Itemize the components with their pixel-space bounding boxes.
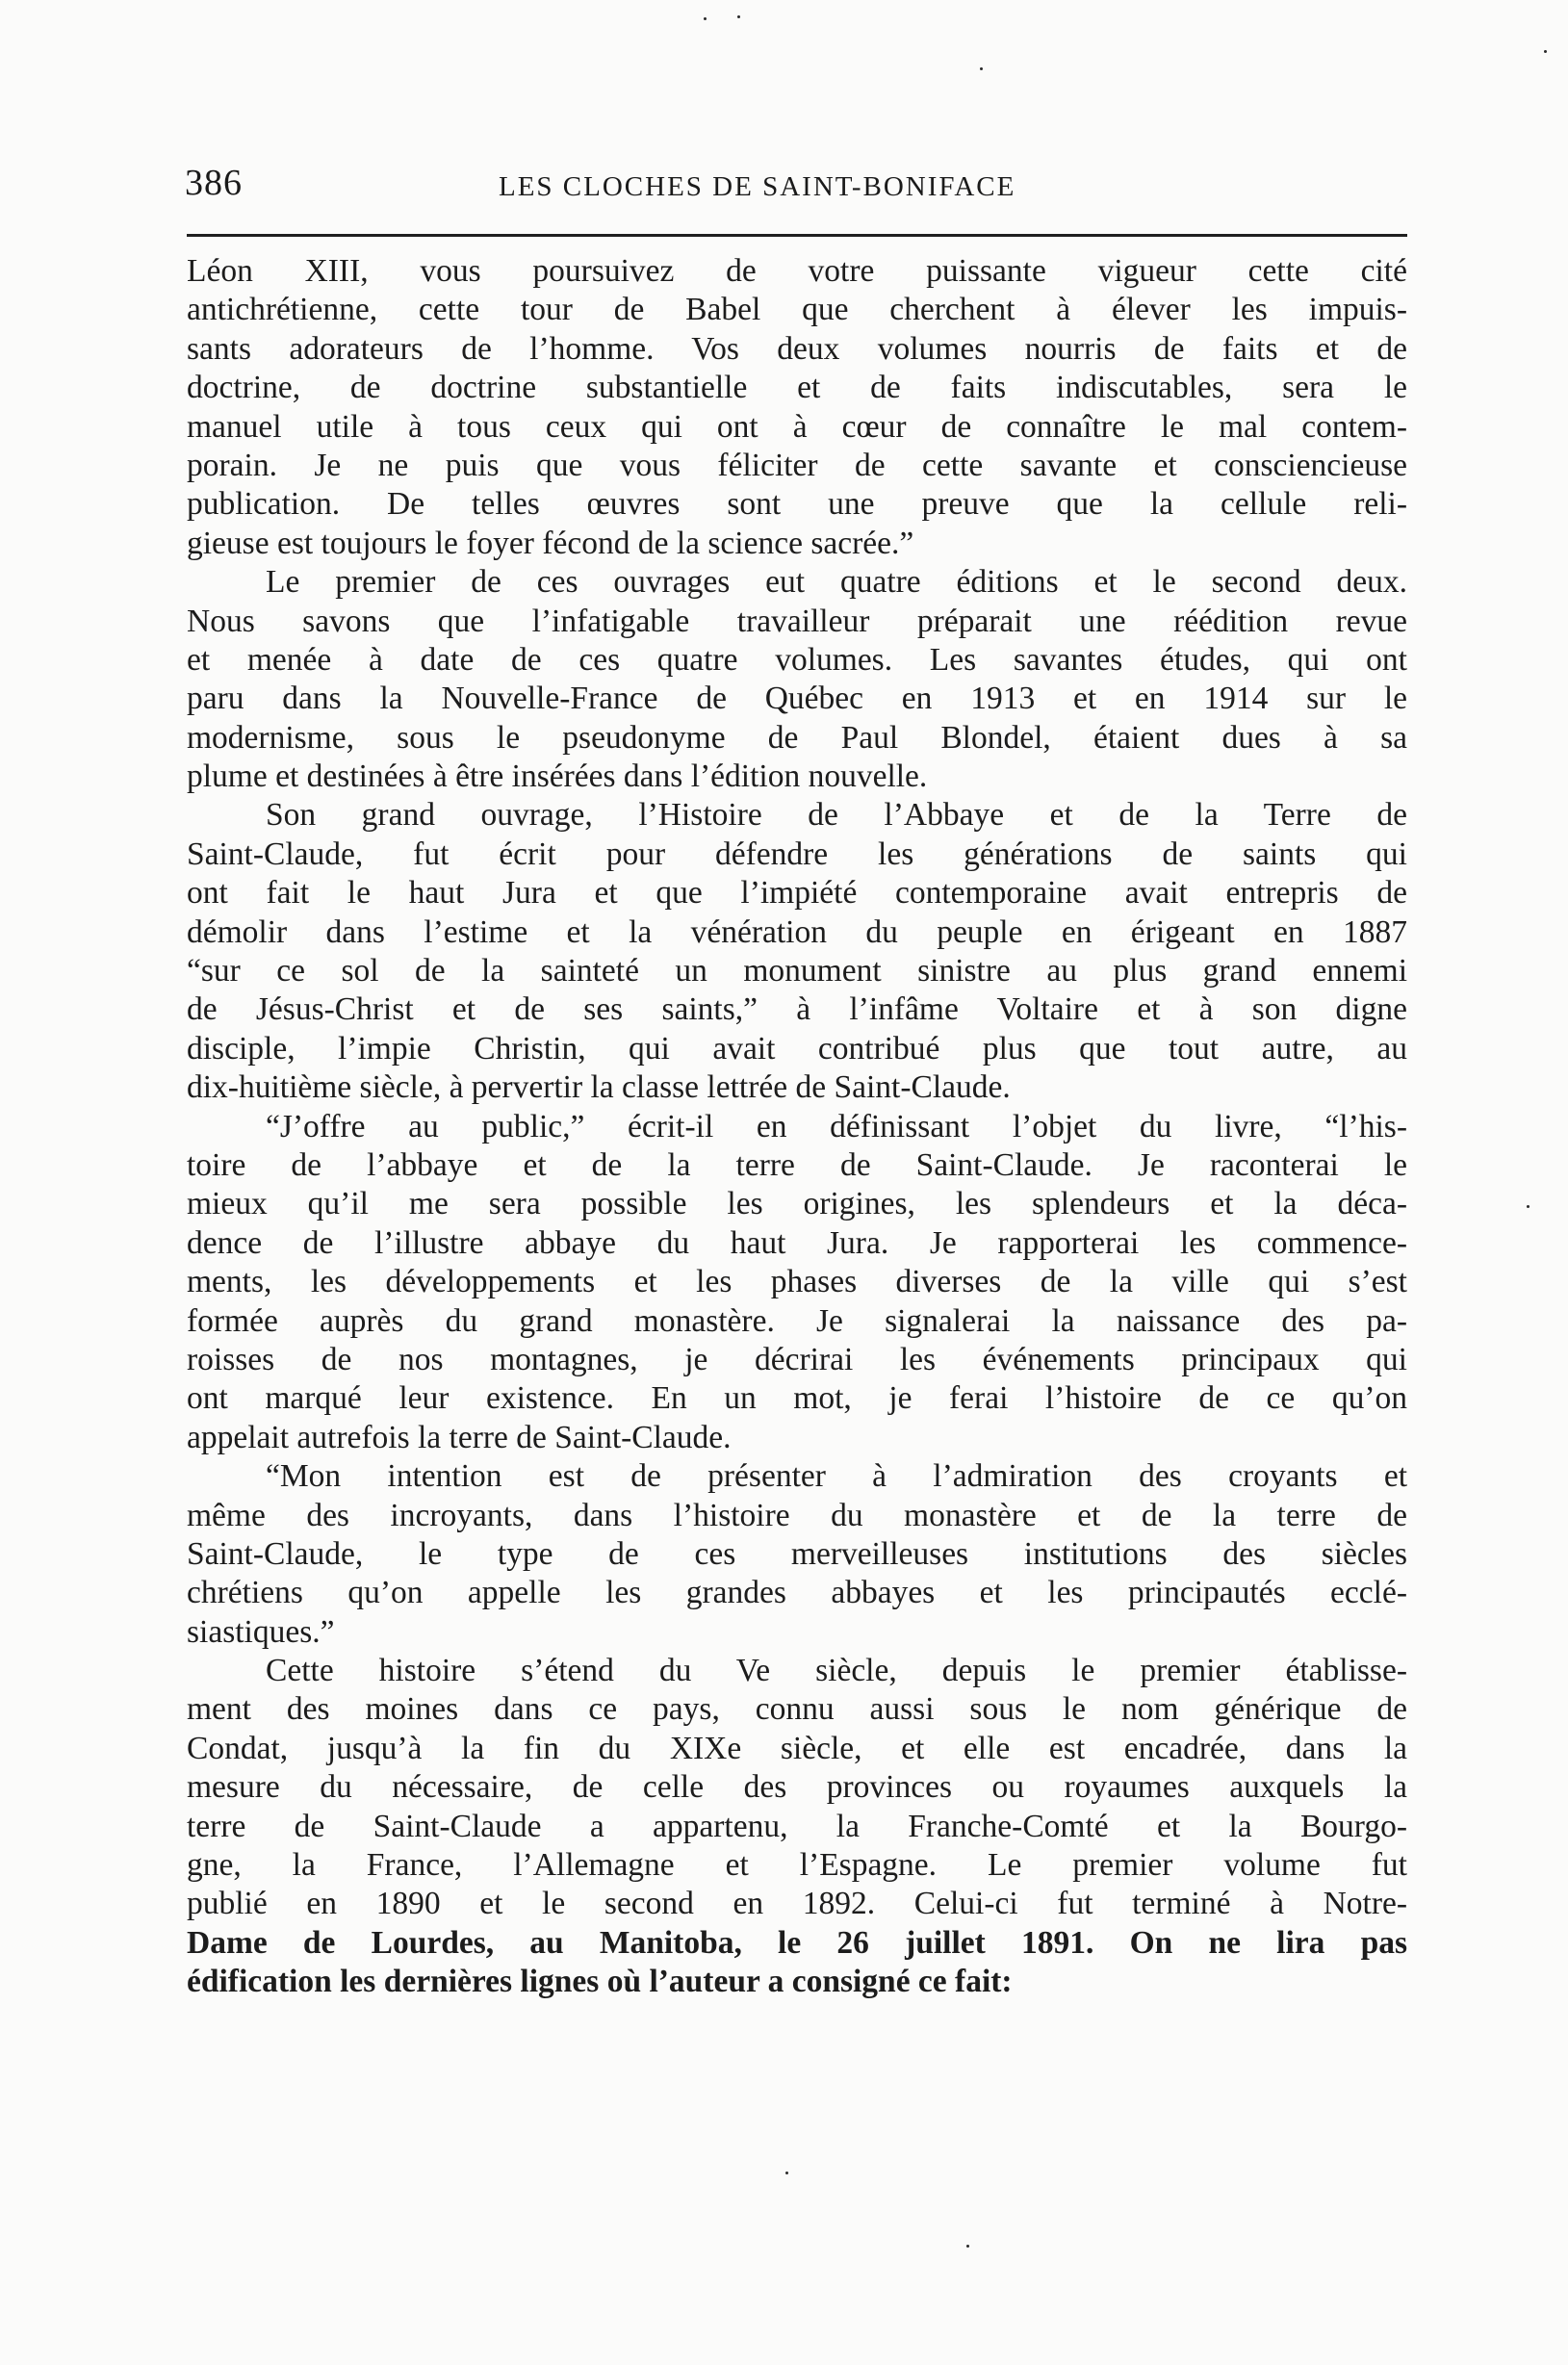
text-line: siastiques.” — [187, 1613, 335, 1650]
text-line: formée auprès du grand monastère. Je signalerai la naissance des pa- — [187, 1302, 1407, 1339]
print-speck — [1544, 50, 1547, 53]
page-header — [181, 162, 1405, 210]
text-line: appelait autrefois la terre de Saint-Claude. — [187, 1419, 732, 1455]
text-line: modernisme, sous le pseudonyme de Paul Blondel, étaient dues à sa — [187, 719, 1407, 756]
text-line: manuel utile à tous ceux qui ont à cœur de connaître le mal contem- — [187, 408, 1407, 445]
text-line: mesure du nécessaire, de celle des provinces ou royaumes auxquels la — [187, 1769, 1407, 1806]
text-line: “J’offre au public,” écrit-il en définissant l’objet du livre, “l’his- — [266, 1108, 1407, 1144]
print-speck — [980, 67, 983, 70]
text-line: Nous savons que l’infatigable travailleur préparait une réédition revue — [187, 603, 1407, 639]
text-line: édification les dernières lignes où l’auteur a consigné ce fait: — [187, 1964, 1013, 2000]
text-line: même des incroyants, dans l’histoire du monastère et de la terre de — [187, 1497, 1407, 1533]
print-speck — [785, 2172, 788, 2174]
text-line: doctrine, de doctrine substantielle et de faits indiscutables, sera le — [187, 370, 1407, 406]
print-speck — [966, 2245, 969, 2248]
text-line: mieux qu’il me sera possible les origines, les splendeurs et la déca- — [187, 1186, 1407, 1222]
text-line: ments, les développements et les phases diverses de la ville qui s’est — [187, 1264, 1407, 1300]
text-line: gne, la France, l’Allemagne et l’Espagne. Le premier volume fut — [187, 1847, 1407, 1884]
text-line: plume et destinées à être insérées dans l’édition nouvelle. — [187, 758, 928, 795]
text-line: Léon XIII, vous poursuivez de votre puissante vigueur cette cité — [187, 253, 1407, 289]
text-line: Dame de Lourdes, au Manitoba, le 26 juillet 1891. On ne lira pas — [187, 1924, 1407, 1961]
text-line: publication. De telles œuvres sont une preuve que la cellule reli- — [187, 486, 1407, 523]
text-line: gieuse est toujours le foyer fécond de la science sacrée.” — [187, 525, 914, 561]
text-line: publié en 1890 et le second en 1892. Celui-ci fut terminé à Notre- — [187, 1886, 1407, 1922]
text-line: ment des moines dans ce pays, connu aussi sous le nom générique de — [187, 1691, 1407, 1728]
text-line: ont marqué leur existence. En un mot, je ferai l’histoire de ce qu’on — [187, 1380, 1407, 1417]
text-line: Saint-Claude, le type de ces merveilleuses institutions des siècles — [187, 1535, 1407, 1572]
running-title: LES CLOCHES DE SAINT-BONIFACE — [499, 171, 1016, 202]
text-line: terre de Saint-Claude a appartenu, la Franche-Comté et la Bourgo- — [187, 1808, 1407, 1844]
body-text — [187, 252, 1407, 2002]
text-line: Son grand ouvrage, l’Histoire de l’Abbaye et de la Terre de — [266, 797, 1407, 834]
page-number: 386 — [185, 163, 243, 203]
text-line: paru dans la Nouvelle-France de Québec en 1913 et en 1914 sur le — [187, 681, 1407, 717]
text-line: démolir dans l’estime et la vénération du peuple en érigeant en 1887 — [187, 913, 1407, 950]
text-line: de Jésus-Christ et de ses saints,” à l’infâme Voltaire et à son digne — [187, 991, 1407, 1028]
print-speck — [704, 17, 707, 20]
text-line: disciple, l’impie Christin, qui avait contribué plus que tout autre, au — [187, 1030, 1407, 1067]
text-line: et menée à date de ces quatre volumes. Les savantes études, qui ont — [187, 641, 1407, 678]
text-line: Le premier de ces ouvrages eut quatre éditions et le second deux. — [266, 564, 1407, 601]
header-rule — [187, 234, 1407, 237]
text-line: porain. Je ne puis que vous féliciter de cette savante et consciencieuse — [187, 447, 1407, 483]
text-line: ont fait le haut Jura et que l’impiété contemporaine avait entrepris de — [187, 875, 1407, 912]
text-line: Cette histoire s’étend du Ve siècle, depuis le premier établisse- — [266, 1653, 1407, 1689]
text-line: Saint-Claude, fut écrit pour défendre les générations de saints qui — [187, 835, 1407, 872]
text-line: Condat, jusqu’à la fin du XIXe siècle, et elle est encadrée, dans la — [187, 1730, 1407, 1766]
text-line: toire de l’abbaye et de la terre de Saint-Claude. Je raconterai le — [187, 1146, 1407, 1183]
text-line: roisses de nos montagnes, je décrirai les événements principaux qui — [187, 1341, 1407, 1377]
text-line: chrétiens qu’on appelle les grandes abbayes et les principautés ecclé- — [187, 1575, 1407, 1611]
text-line: “Mon intention est de présenter à l’admiration des croyants et — [266, 1458, 1407, 1495]
text-line: antichrétienne, cette tour de Babel que cherchent à élever les impuis- — [187, 292, 1407, 328]
text-line: sants adorateurs de l’homme. Vos deux volumes nourris de faits et de — [187, 330, 1407, 367]
print-speck — [737, 15, 740, 18]
text-line: “sur ce sol de la sainteté un monument sinistre au plus grand ennemi — [187, 953, 1407, 990]
text-line: dence de l’illustre abbaye du haut Jura. Je rapporterai les commence- — [187, 1224, 1407, 1261]
text-line: dix-huitième siècle, à pervertir la classe lettrée de Saint-Claude. — [187, 1069, 1011, 1106]
print-speck — [1527, 1205, 1529, 1208]
